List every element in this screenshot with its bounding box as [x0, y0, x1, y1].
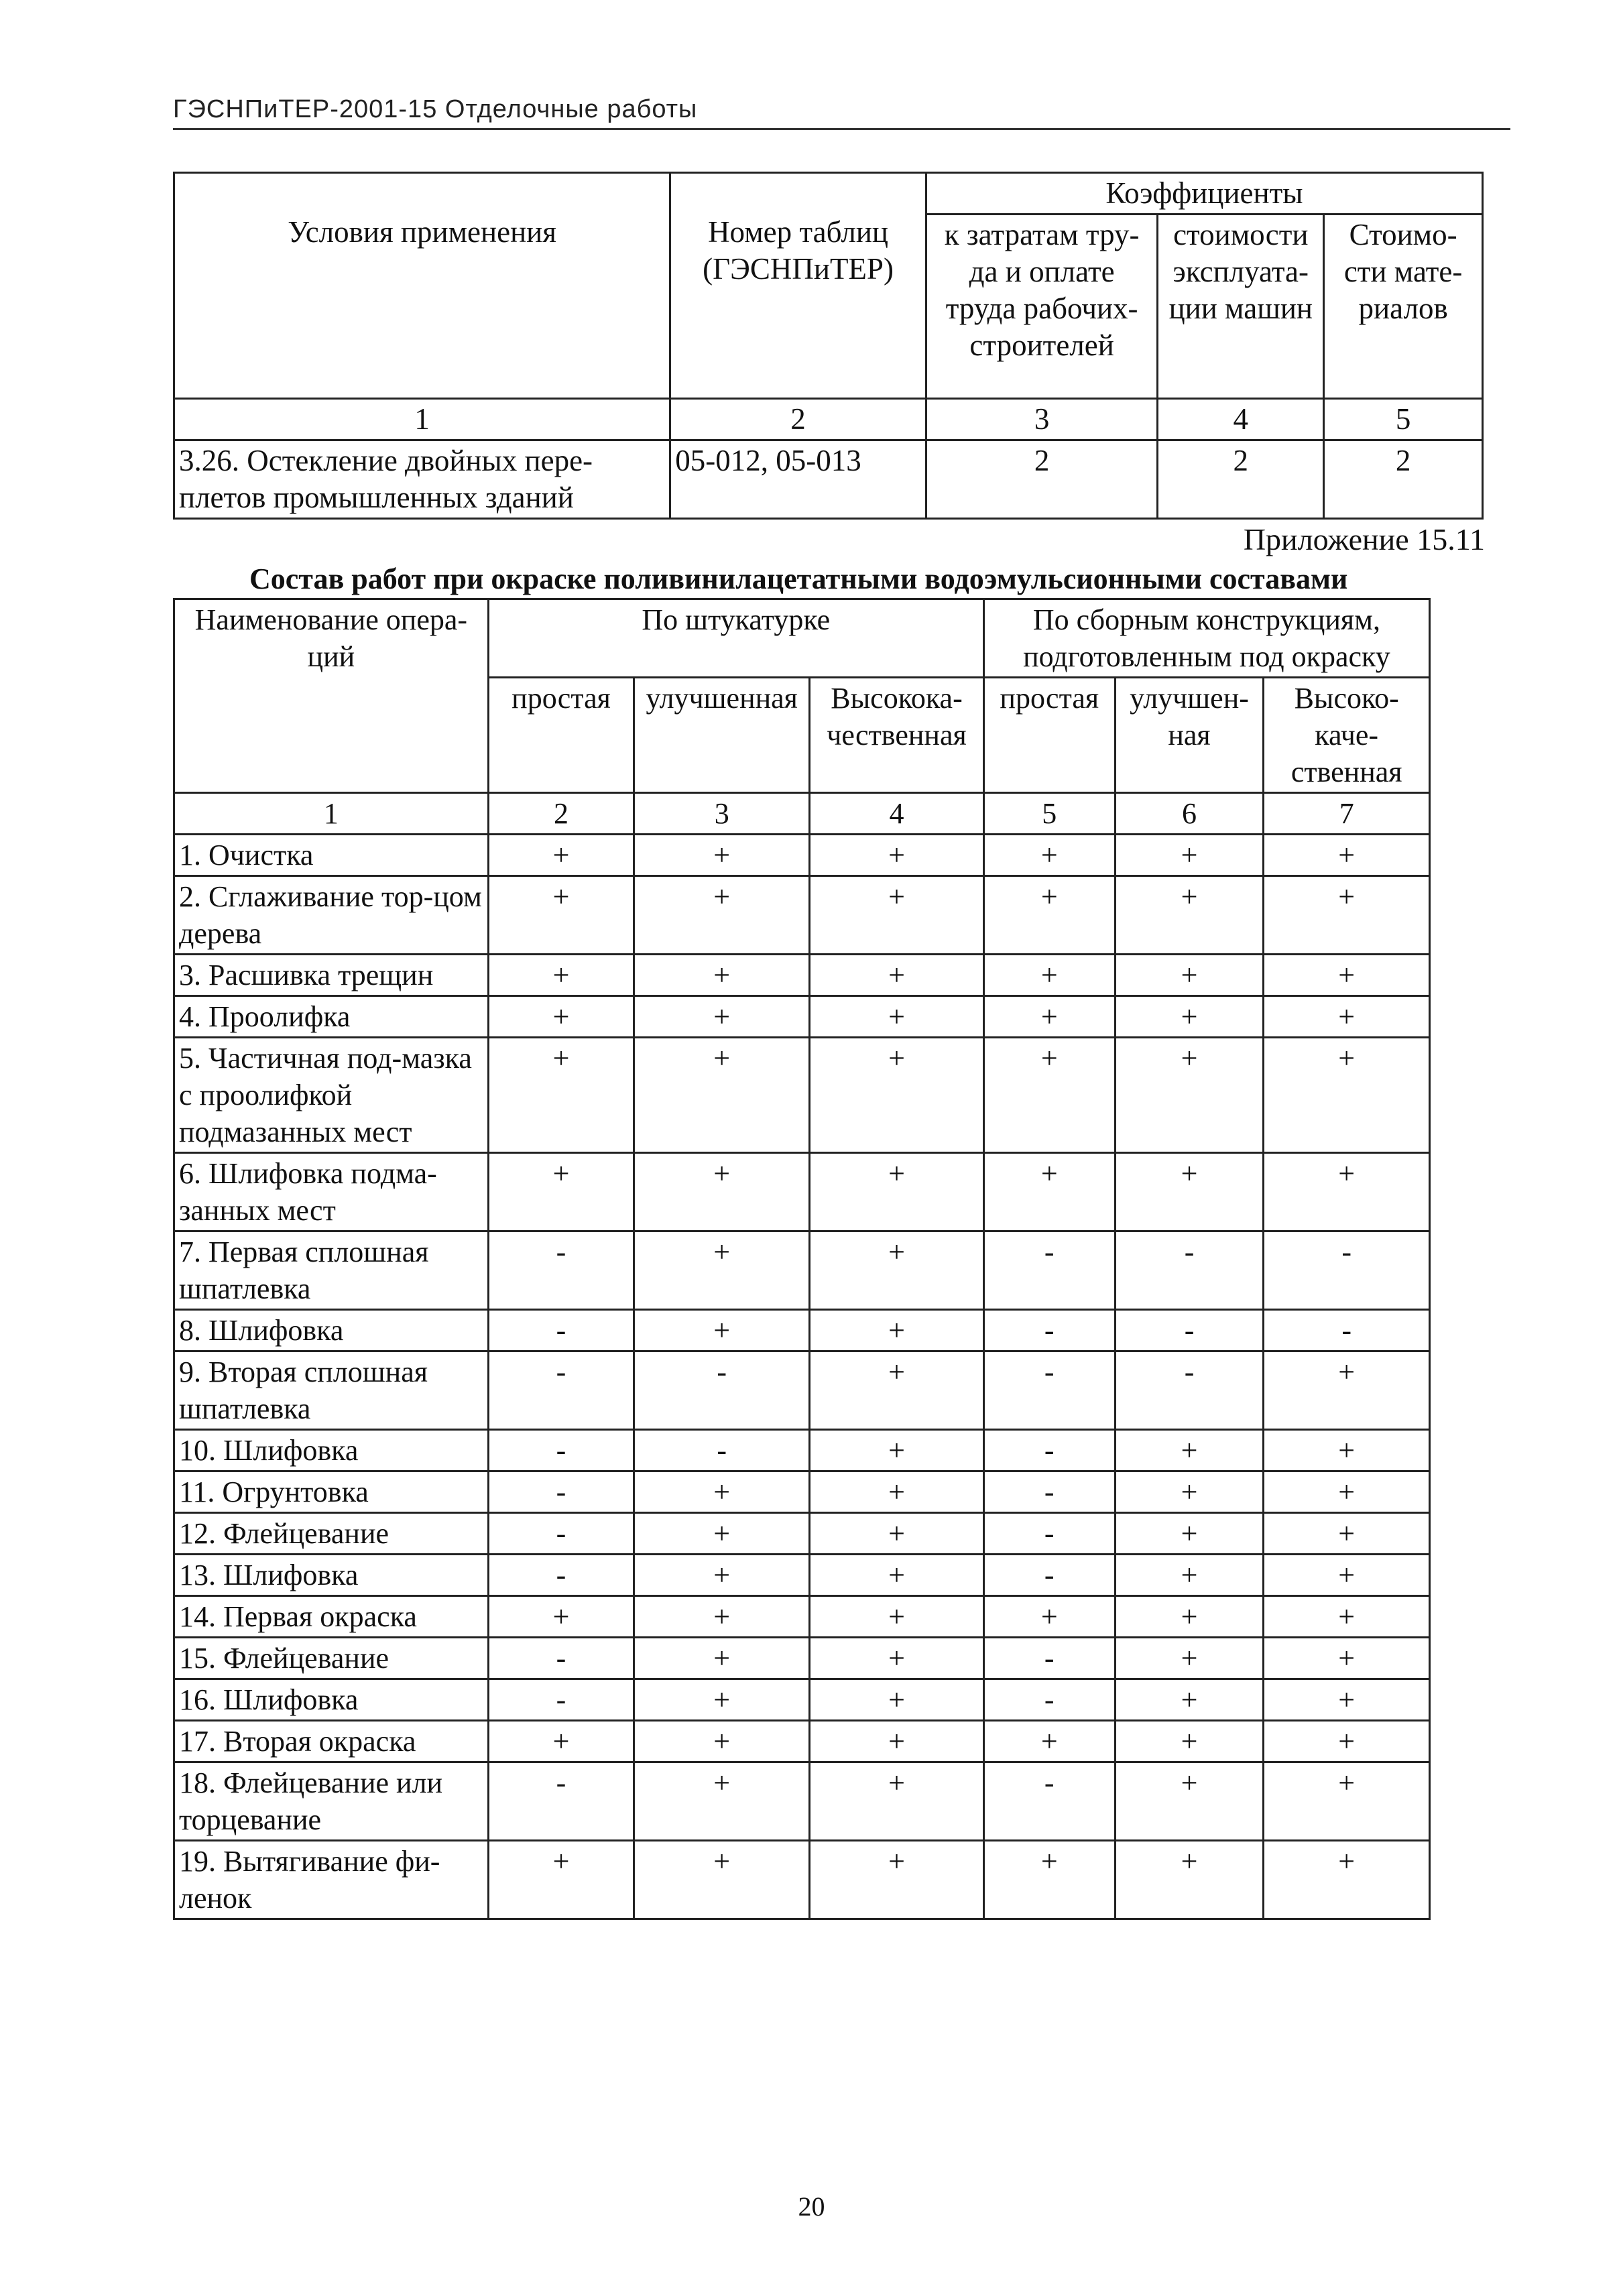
mark-cell: -: [983, 1513, 1115, 1555]
mark-cell: -: [983, 1231, 1115, 1310]
operation-name-cell: 15. Флейцевание: [174, 1638, 489, 1679]
mark-cell: +: [810, 1513, 984, 1555]
table-row: [174, 1513, 1430, 1555]
mark-cell: +: [810, 1762, 984, 1841]
mark-cell: +: [1264, 835, 1430, 876]
coef-materials-cell: 2: [1324, 440, 1483, 519]
mark-cell: -: [488, 1638, 634, 1679]
mark-cell: +: [810, 1153, 984, 1231]
mark-cell: -: [488, 1351, 634, 1430]
col-header-plaster: По штукатурке: [488, 599, 983, 678]
mark-cell: +: [634, 1153, 810, 1231]
table-row: [174, 1762, 1430, 1841]
mark-cell: +: [983, 1038, 1115, 1153]
mark-cell: +: [1115, 996, 1264, 1038]
operation-name-cell: 5. Частичная под-мазка с проолифкой подмазанных мест: [174, 1038, 489, 1153]
subcol-improved: улучшен-ная: [1115, 678, 1264, 793]
column-number: 1: [174, 399, 670, 440]
mark-cell: +: [488, 835, 634, 876]
mark-cell: +: [1115, 1841, 1264, 1919]
mark-cell: +: [1264, 1153, 1430, 1231]
col-header-operations: Наименование опера-ций: [174, 599, 489, 793]
mark-cell: +: [1115, 1555, 1264, 1596]
column-number: 7: [1264, 793, 1430, 835]
mark-cell: +: [634, 835, 810, 876]
mark-cell: -: [634, 1351, 810, 1430]
mark-cell: +: [983, 876, 1115, 955]
column-number: 1: [174, 793, 489, 835]
coef-machines-cell: 2: [1158, 440, 1324, 519]
mark-cell: +: [983, 1841, 1115, 1919]
mark-cell: +: [1115, 1430, 1264, 1471]
mark-cell: +: [810, 1310, 984, 1351]
mark-cell: +: [634, 1762, 810, 1841]
mark-cell: +: [1264, 1762, 1430, 1841]
mark-cell: +: [634, 1231, 810, 1310]
operation-name-cell: 12. Флейцевание: [174, 1513, 489, 1555]
mark-cell: +: [1264, 955, 1430, 996]
operation-name-cell: 11. Огрунтовка: [174, 1471, 489, 1513]
mark-cell: +: [1264, 1351, 1430, 1430]
mark-cell: +: [1264, 876, 1430, 955]
mark-cell: -: [488, 1231, 634, 1310]
mark-cell: +: [1264, 1721, 1430, 1762]
operation-name-cell: 7. Первая сплошная шпатлевка: [174, 1231, 489, 1310]
mark-cell: +: [1115, 835, 1264, 876]
page-number: 20: [798, 2191, 825, 2222]
mark-cell: -: [488, 1762, 634, 1841]
mark-cell: +: [1115, 1153, 1264, 1231]
mark-cell: +: [810, 1038, 984, 1153]
mark-cell: +: [810, 1430, 984, 1471]
condition-cell: 3.26. Остекление двойных пере-плетов промышленных зданий: [174, 440, 670, 519]
operation-name-cell: 9. Вторая сплошная шпатлевка: [174, 1351, 489, 1430]
mark-cell: +: [1115, 1038, 1264, 1153]
operation-name-cell: 14. Первая окраска: [174, 1596, 489, 1638]
column-number: 5: [983, 793, 1115, 835]
mark-cell: +: [810, 1555, 984, 1596]
operation-name-cell: 8. Шлифовка: [174, 1310, 489, 1351]
mark-cell: +: [488, 1153, 634, 1231]
subcol-high-quality: Высокока-чественная: [810, 678, 984, 793]
column-number: 6: [1115, 793, 1264, 835]
operation-name-cell: 2. Сглаживание тор-цом дерева: [174, 876, 489, 955]
mark-cell: +: [810, 835, 984, 876]
mark-cell: -: [1115, 1351, 1264, 1430]
mark-cell: +: [983, 1596, 1115, 1638]
coefficients-table: [173, 172, 1484, 520]
mark-cell: +: [634, 955, 810, 996]
column-numbers-row: [174, 793, 1430, 835]
mark-cell: +: [810, 1638, 984, 1679]
mark-cell: +: [1264, 1679, 1430, 1721]
operation-name-cell: 6. Шлифовка подма-занных мест: [174, 1153, 489, 1231]
mark-cell: +: [1115, 1513, 1264, 1555]
mark-cell: +: [983, 955, 1115, 996]
table-row: [174, 1555, 1430, 1596]
col-header-labor: к затратам тру-да и оплате труда рабочих-строителей: [926, 215, 1158, 399]
mark-cell: +: [983, 1721, 1115, 1762]
mark-cell: +: [983, 996, 1115, 1038]
mark-cell: +: [810, 1351, 984, 1430]
table-row: [174, 955, 1430, 996]
mark-cell: +: [1264, 1555, 1430, 1596]
running-header: ГЭСНПиТЕР-2001-15 Отделочные работы: [173, 95, 1510, 130]
table-row: [174, 1638, 1430, 1679]
table-row: [174, 876, 1430, 955]
section-title: Состав работ при окраске поливинилацетатными водоэмульсионными составами: [249, 562, 1348, 595]
mark-cell: +: [634, 1596, 810, 1638]
col-header-table-numbers: Номер таблиц (ГЭСНПиТЕР): [670, 173, 926, 399]
table-row: [174, 1231, 1430, 1310]
mark-cell: +: [634, 1471, 810, 1513]
mark-cell: +: [488, 876, 634, 955]
mark-cell: -: [983, 1679, 1115, 1721]
mark-cell: -: [488, 1679, 634, 1721]
mark-cell: +: [1115, 1596, 1264, 1638]
column-number: 5: [1324, 399, 1483, 440]
mark-cell: +: [634, 1679, 810, 1721]
table-row: [174, 1351, 1430, 1430]
mark-cell: +: [1264, 1638, 1430, 1679]
mark-cell: -: [983, 1762, 1115, 1841]
col-header-materials: Стоимо-сти мате-риалов: [1324, 215, 1483, 399]
mark-cell: +: [810, 1721, 984, 1762]
mark-cell: +: [488, 955, 634, 996]
mark-cell: -: [983, 1430, 1115, 1471]
mark-cell: +: [634, 1513, 810, 1555]
table-row: [174, 996, 1430, 1038]
mark-cell: -: [1115, 1231, 1264, 1310]
table-numbers-cell: 05-012, 05-013: [670, 440, 926, 519]
mark-cell: -: [983, 1638, 1115, 1679]
table-row: [174, 1841, 1430, 1919]
mark-cell: +: [634, 1038, 810, 1153]
operation-name-cell: 13. Шлифовка: [174, 1555, 489, 1596]
mark-cell: +: [983, 1153, 1115, 1231]
table-row: [174, 1310, 1430, 1351]
appendix-label: Приложение 15.11: [1243, 522, 1485, 556]
col-header-coefficients: Коэффициенты: [926, 173, 1482, 215]
mark-cell: -: [488, 1310, 634, 1351]
mark-cell: +: [810, 1596, 984, 1638]
mark-cell: -: [983, 1555, 1115, 1596]
column-number: 2: [488, 793, 634, 835]
mark-cell: +: [810, 1231, 984, 1310]
mark-cell: +: [1264, 996, 1430, 1038]
mark-cell: +: [810, 1679, 984, 1721]
mark-cell: +: [1264, 1430, 1430, 1471]
col-header-conditions: Условия применения: [174, 173, 670, 399]
operation-name-cell: 17. Вторая окраска: [174, 1721, 489, 1762]
mark-cell: +: [810, 1471, 984, 1513]
operation-name-cell: 19. Вытягивание фи-ленок: [174, 1841, 489, 1919]
mark-cell: -: [983, 1351, 1115, 1430]
mark-cell: +: [488, 996, 634, 1038]
table-row: [174, 1471, 1430, 1513]
mark-cell: +: [634, 996, 810, 1038]
column-numbers-row: [174, 399, 1483, 440]
mark-cell: +: [634, 1841, 810, 1919]
mark-cell: +: [634, 1638, 810, 1679]
mark-cell: -: [634, 1430, 810, 1471]
mark-cell: +: [634, 1721, 810, 1762]
table-row: [174, 1430, 1430, 1471]
mark-cell: -: [488, 1430, 634, 1471]
operation-name-cell: 10. Шлифовка: [174, 1430, 489, 1471]
mark-cell: +: [1115, 876, 1264, 955]
mark-cell: +: [810, 955, 984, 996]
mark-cell: -: [1264, 1310, 1430, 1351]
subcol-simple: простая: [983, 678, 1115, 793]
coef-labor-cell: 2: [926, 440, 1158, 519]
mark-cell: +: [488, 1596, 634, 1638]
mark-cell: -: [488, 1471, 634, 1513]
column-number: 3: [926, 399, 1158, 440]
operations-table: [173, 598, 1431, 1920]
mark-cell: +: [488, 1038, 634, 1153]
mark-cell: +: [634, 1310, 810, 1351]
mark-cell: +: [1264, 1471, 1430, 1513]
mark-cell: +: [634, 1555, 810, 1596]
col-header-machines: стоимости эксплуата-ции машин: [1158, 215, 1324, 399]
mark-cell: -: [1264, 1231, 1430, 1310]
subcol-improved: улучшенная: [634, 678, 810, 793]
operation-name-cell: 1. Очистка: [174, 835, 489, 876]
mark-cell: +: [634, 876, 810, 955]
table-row: [174, 440, 1483, 519]
mark-cell: +: [1115, 1638, 1264, 1679]
mark-cell: +: [810, 996, 984, 1038]
mark-cell: +: [1115, 1721, 1264, 1762]
col-header-prefab: По сборным конструкциям, подготовленным под окраску: [983, 599, 1429, 678]
operation-name-cell: 16. Шлифовка: [174, 1679, 489, 1721]
mark-cell: +: [1115, 1762, 1264, 1841]
mark-cell: +: [1115, 1679, 1264, 1721]
mark-cell: +: [1264, 1596, 1430, 1638]
mark-cell: +: [488, 1721, 634, 1762]
column-number: 3: [634, 793, 810, 835]
mark-cell: -: [1115, 1310, 1264, 1351]
mark-cell: +: [488, 1841, 634, 1919]
mark-cell: +: [1115, 955, 1264, 996]
mark-cell: -: [488, 1513, 634, 1555]
table-row: [174, 1596, 1430, 1638]
operation-name-cell: 3. Расшивка трещин: [174, 955, 489, 996]
subcol-simple: простая: [488, 678, 634, 793]
mark-cell: +: [1264, 1841, 1430, 1919]
mark-cell: +: [1264, 1513, 1430, 1555]
table-row: [174, 835, 1430, 876]
mark-cell: +: [1115, 1471, 1264, 1513]
operation-name-cell: 18. Флейцевание или торцевание: [174, 1762, 489, 1841]
column-number: 2: [670, 399, 926, 440]
table-row: [174, 1038, 1430, 1153]
mark-cell: +: [810, 1841, 984, 1919]
column-number: 4: [810, 793, 984, 835]
table-row: [174, 1153, 1430, 1231]
mark-cell: -: [488, 1555, 634, 1596]
mark-cell: -: [983, 1471, 1115, 1513]
mark-cell: +: [1264, 1038, 1430, 1153]
mark-cell: -: [983, 1310, 1115, 1351]
mark-cell: +: [983, 835, 1115, 876]
table-row: [174, 1721, 1430, 1762]
mark-cell: +: [810, 876, 984, 955]
column-number: 4: [1158, 399, 1324, 440]
operation-name-cell: 4. Проолифка: [174, 996, 489, 1038]
table-row: [174, 1679, 1430, 1721]
subcol-high-quality: Высоко-каче-ственная: [1264, 678, 1430, 793]
